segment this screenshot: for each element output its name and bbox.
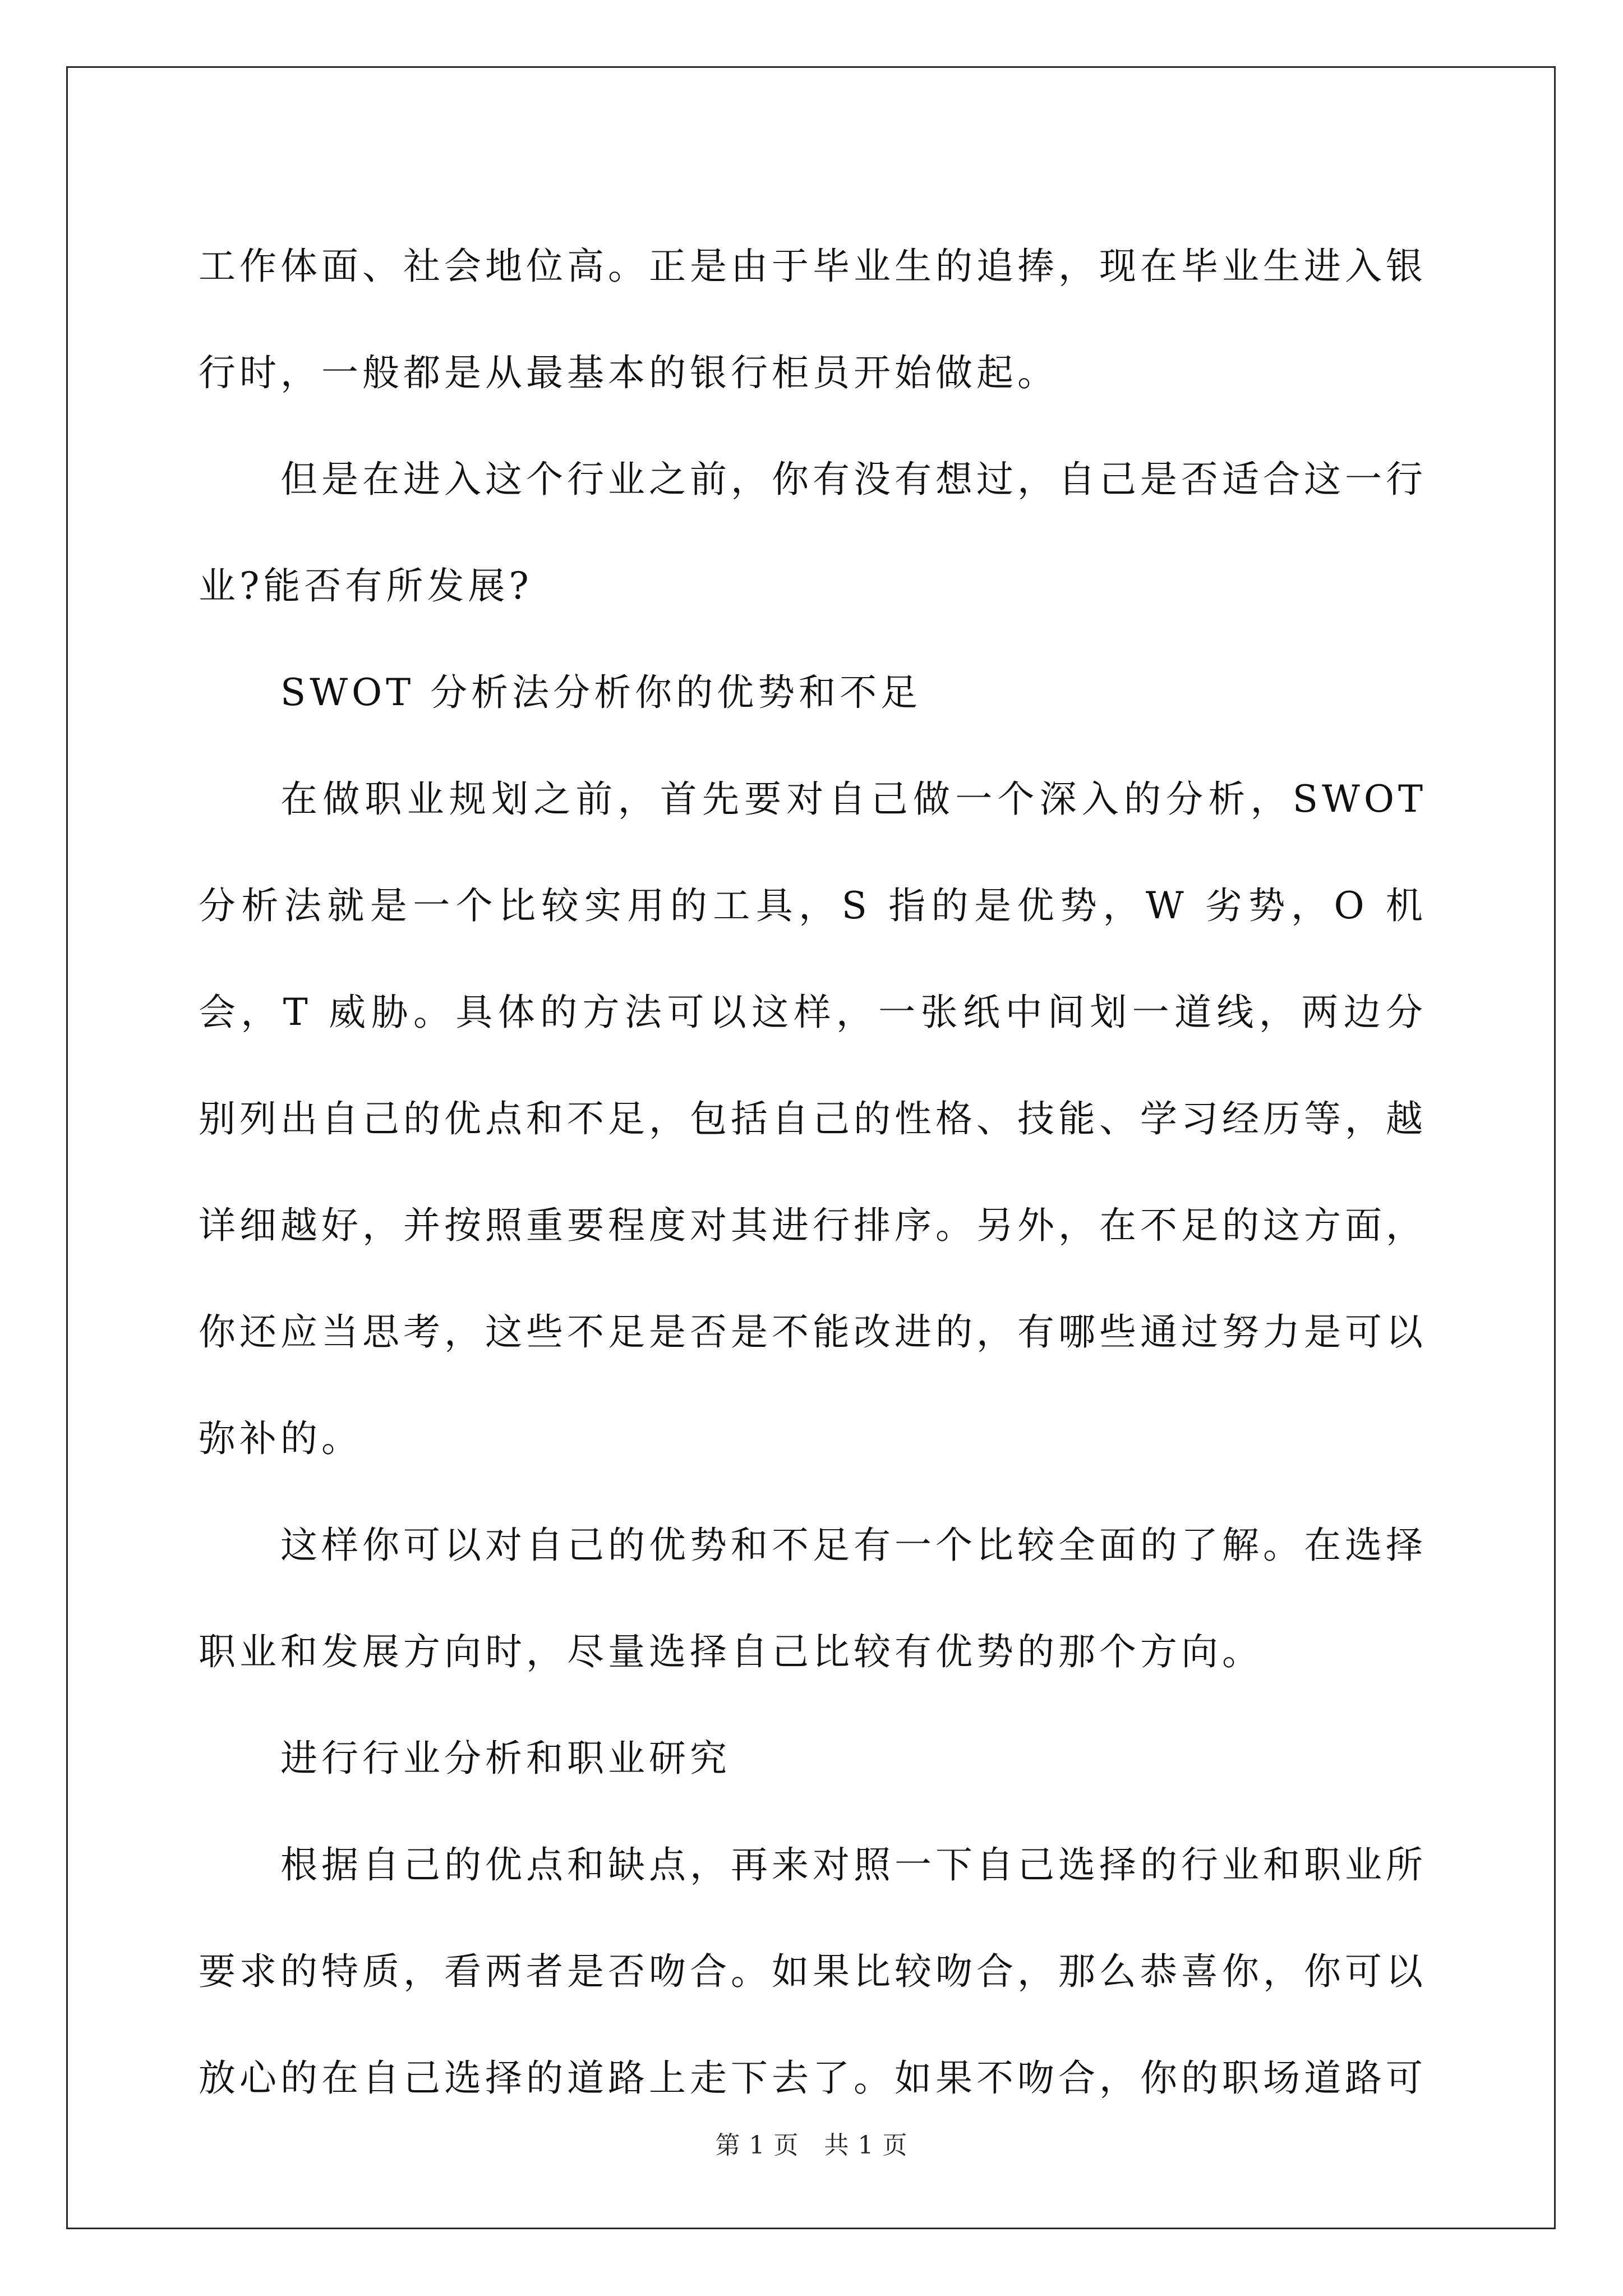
paragraph-5: 这样你可以对自己的优势和不足有一个比较全面的了解。在选择职业和发展方向时，尽量选择自己比较有优势的那个方向。: [199, 1524, 1427, 1673]
paragraph-1: 工作体面、社会地位高。正是由于毕业生的追捧，现在毕业生进入银行时，一般都是从最基本的银行柜员开始做起。: [199, 245, 1427, 394]
section-heading-industry: 进行行业分析和职业研究: [280, 1737, 731, 1780]
paragraph-4: 在做职业规划之前，首先要对自己做一个深入的分析，SWOT 分析法就是一个比较实用的工具，S 指的是优势，W 劣势，O 机会，T 威胁。具体的方法可以这样，一张纸中间划一道线，两边分别列出自己的优点和不足，包括自己的性格、技能、学习经历等，越详细越好，并按照重要程度对其进行排序。另外，在不足的这方面，你还应当思考，这些不足是否是不能改进的，有哪些通过努力是可以弥补的。: [199, 777, 1427, 1460]
paragraph-7: 根据自己的优点和缺点，再来对照一下自己选择的行业和职业所要求的特质，看两者是否吻合。如果比较吻合，那么恭喜你，你可以放心的在自己选择的道路上走下去了。如果不吻合，你的职场道路可: [199, 1843, 1427, 2100]
page-total: 共 1 页: [824, 2131, 908, 2160]
page-footer: [0, 2125, 1623, 2161]
page-number: 第 1 页: [715, 2131, 799, 2160]
paragraph-2: 但是在进入这个行业之前，你有没有想过，自己是否适合这一行业?能否有所发展?: [199, 458, 1427, 608]
section-heading-swot: SWOT 分析法分析你的优势和不足: [280, 671, 922, 714]
document-body: [199, 213, 1427, 2132]
